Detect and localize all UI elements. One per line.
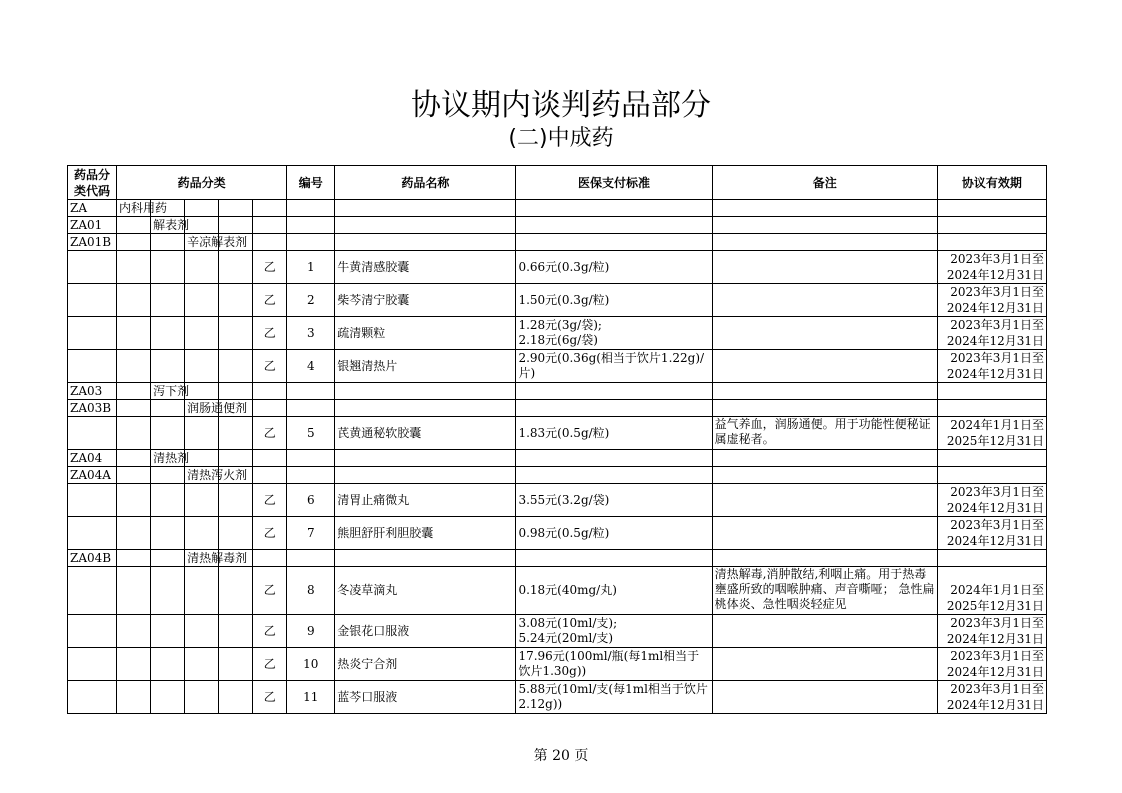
empty-cell [68,417,117,450]
drug-name: 金银花口服液 [335,615,516,648]
drug-row [68,681,1047,714]
drug-name: 柴芩清宁胶囊 [335,284,516,317]
drug-name: 疏清颗粒 [335,317,516,350]
empty-cell [68,350,117,383]
drug-validity [937,284,1046,317]
empty-cell [151,615,185,648]
category-label: 泻下剂 [151,383,185,400]
category-label: 清热解毒剂 [185,550,219,567]
drug-remark: 清热解毒,消肿散结,利咽止痛。用于热毒壅盛所致的咽喉肿痛、声音嘶哑； 急性扁桃体炎、急性咽炎轻症见 [714,567,935,611]
drug-price: 0.66元(0.3g/粒) [516,251,712,284]
drug-remark-cell [712,484,937,517]
drug-number: 11 [287,681,335,714]
drug-grade: 乙 [253,251,287,284]
drug-name: 牛黄清感胶囊 [335,251,516,284]
drug-remark-cell [712,567,937,615]
category-label: 解表剂 [151,217,185,234]
drug-remark-cell [712,681,937,714]
drug-remark-cell [712,648,937,681]
header-row [68,166,1047,200]
drug-name: 熊胆舒肝利胆胶囊 [335,517,516,550]
drug-validity [937,567,1046,615]
empty-cell [68,615,117,648]
empty-cell [151,681,185,714]
empty-cell [68,484,117,517]
validity-end: 2024年12月31日 [946,632,1044,646]
drug-price: 1.83元(0.5g/粒) [516,417,712,450]
validity-start: 2023年3月1日至 [950,252,1044,266]
empty-cell [185,648,219,681]
drug-row [68,417,1047,450]
category-row [68,200,1047,217]
empty-cell [117,517,151,550]
empty-cell [219,615,253,648]
empty-cell [219,484,253,517]
empty-cell [117,681,151,714]
drug-number: 7 [287,517,335,550]
empty-cell [117,648,151,681]
drug-remark-cell [712,350,937,383]
category-code: ZA01 [68,217,117,234]
empty-cell [68,251,117,284]
empty-cell [151,284,185,317]
drug-price: 3.55元(3.2g/袋) [516,484,712,517]
drug-grade: 乙 [253,517,287,550]
category-label: 清热剂 [151,450,185,467]
drug-number: 6 [287,484,335,517]
drug-grade: 乙 [253,317,287,350]
validity-start: 2023年3月1日至 [950,518,1044,532]
category-label: 清热泻火剂 [185,467,219,484]
drug-grade: 乙 [253,417,287,450]
category-code: ZA04 [68,450,117,467]
empty-cell [219,417,253,450]
header-validity: 协议有效期 [937,166,1046,200]
empty-cell [117,350,151,383]
drug-row [68,567,1047,615]
drug-price: 1.50元(0.3g/粒) [516,284,712,317]
empty-cell [151,317,185,350]
validity-end: 2024年12月31日 [946,301,1044,315]
drug-grade: 乙 [253,350,287,383]
category-label: 辛凉解表剂 [185,234,219,251]
category-row [68,234,1047,251]
drug-row [68,317,1047,350]
empty-cell [185,567,219,615]
empty-cell [185,484,219,517]
header-price: 医保支付标准 [516,166,712,200]
page-number: 第 20 页 [533,748,589,764]
drug-name: 冬凌草滴丸 [335,567,516,615]
empty-cell [151,251,185,284]
validity-start: 2023年3月1日至 [950,351,1044,365]
validity-end: 2024年12月31日 [946,367,1044,381]
empty-cell [185,350,219,383]
empty-cell [185,517,219,550]
validity-end: 2024年12月31日 [946,268,1044,282]
drug-number: 2 [287,284,335,317]
drug-number: 4 [287,350,335,383]
category-row [68,217,1047,234]
empty-cell [151,484,185,517]
drug-remark-cell [712,517,937,550]
drug-validity [937,484,1046,517]
validity-start: 2023年3月1日至 [950,616,1044,630]
drug-price: 0.98元(0.5g/粒) [516,517,712,550]
empty-cell [117,567,151,615]
empty-cell [219,284,253,317]
drug-number: 1 [287,251,335,284]
empty-cell [219,567,253,615]
drug-validity [937,350,1046,383]
drug-validity [937,417,1046,450]
drug-remark: 益气养血，润肠通便。用于功能性便秘证属虚秘者。 [714,417,931,446]
drug-number: 9 [287,615,335,648]
empty-cell [151,648,185,681]
empty-cell [219,251,253,284]
validity-end: 2025年12月31日 [946,434,1044,448]
drug-name: 热炎宁合剂 [335,648,516,681]
validity-end: 2024年12月31日 [946,334,1044,348]
drug-validity [937,517,1046,550]
empty-cell [117,417,151,450]
empty-cell [117,284,151,317]
empty-cell [117,251,151,284]
validity-end: 2024年12月31日 [946,698,1044,712]
empty-cell [151,517,185,550]
drug-price: 2.90元(0.36g(相当于饮片1.22g)/片) [516,350,712,383]
drug-number: 5 [287,417,335,450]
empty-cell [185,417,219,450]
drug-grade: 乙 [253,615,287,648]
drug-grade: 乙 [253,484,287,517]
category-code: ZA01B [68,234,117,251]
drug-row [68,517,1047,550]
category-label: 润肠通便剂 [185,400,219,417]
validity-start: 2023年3月1日至 [950,485,1044,499]
validity-end: 2025年12月31日 [946,599,1044,613]
drug-validity [937,317,1046,350]
drug-remark-cell [712,284,937,317]
category-label: 内科用药 [117,200,151,217]
validity-start: 2024年1月1日至 [950,583,1044,597]
empty-cell [68,284,117,317]
category-code: ZA03 [68,383,117,400]
empty-cell [117,484,151,517]
header-remark: 备注 [712,166,937,200]
empty-cell [151,350,185,383]
drug-number: 8 [287,567,335,615]
empty-cell [68,648,117,681]
drug-number: 3 [287,317,335,350]
category-row [68,550,1047,567]
empty-cell [68,681,117,714]
validity-end: 2024年12月31日 [946,665,1044,679]
drug-remark-cell [712,417,937,450]
document-title: 协议期内谈判药品部分 [411,88,711,123]
validity-start: 2023年3月1日至 [950,649,1044,663]
table-body [68,200,1047,714]
validity-end: 2024年12月31日 [946,534,1044,548]
drug-remark-cell [712,317,937,350]
header-name: 药品名称 [335,166,516,200]
drug-validity [937,615,1046,648]
category-code: ZA04B [68,550,117,567]
drug-row [68,615,1047,648]
drug-name: 银翘清热片 [335,350,516,383]
drug-validity [937,681,1046,714]
validity-start: 2023年3月1日至 [950,682,1044,696]
drug-table [67,165,1047,714]
validity-start: 2023年3月1日至 [950,285,1044,299]
drug-row [68,251,1047,284]
drug-grade: 乙 [253,284,287,317]
validity-end: 2024年12月31日 [946,501,1044,515]
header-code: 药品分类代码 [68,166,117,200]
empty-cell [185,681,219,714]
drug-number: 10 [287,648,335,681]
drug-validity [937,648,1046,681]
drug-price: 3.08元(10ml/支); 5.24元(20ml/支) [516,615,712,648]
category-code: ZA04A [68,467,117,484]
empty-cell [68,517,117,550]
empty-cell [219,681,253,714]
empty-cell [151,567,185,615]
empty-cell [68,567,117,615]
empty-cell [219,648,253,681]
category-row [68,400,1047,417]
empty-cell [68,317,117,350]
drug-name: 芪黄通秘软胶囊 [335,417,516,450]
drug-price: 0.18元(40mg/丸) [516,567,712,615]
category-row [68,383,1047,400]
empty-cell [185,317,219,350]
empty-cell [185,284,219,317]
category-row [68,467,1047,484]
empty-cell [219,517,253,550]
drug-grade: 乙 [253,681,287,714]
drug-row [68,648,1047,681]
drug-remark-cell [712,615,937,648]
drug-row [68,484,1047,517]
empty-cell [219,317,253,350]
empty-cell [219,350,253,383]
empty-cell [117,615,151,648]
validity-start: 2024年1月1日至 [950,418,1044,432]
header-number: 编号 [287,166,335,200]
drug-remark-cell [712,251,937,284]
header-category: 药品分类 [117,166,287,200]
category-code: ZA [68,200,117,217]
category-row [68,450,1047,467]
empty-cell [185,251,219,284]
validity-start: 2023年3月1日至 [950,318,1044,332]
drug-price: 1.28元(3g/袋); 2.18元(6g/袋) [516,317,712,350]
empty-cell [185,615,219,648]
empty-cell [151,417,185,450]
drug-name: 蓝芩口服液 [335,681,516,714]
empty-cell [117,317,151,350]
drug-grade: 乙 [253,567,287,615]
drug-validity [937,251,1046,284]
document-subtitle: (二)中成药 [508,126,614,151]
category-code: ZA03B [68,400,117,417]
drug-row [68,284,1047,317]
drug-grade: 乙 [253,648,287,681]
drug-name: 清胃止痛微丸 [335,484,516,517]
drug-price: 17.96元(100ml/瓶(每1ml相当于饮片1.30g)) [516,648,712,681]
drug-row [68,350,1047,383]
drug-price: 5.88元(10ml/支(每1ml相当于饮片2.12g)) [516,681,712,714]
